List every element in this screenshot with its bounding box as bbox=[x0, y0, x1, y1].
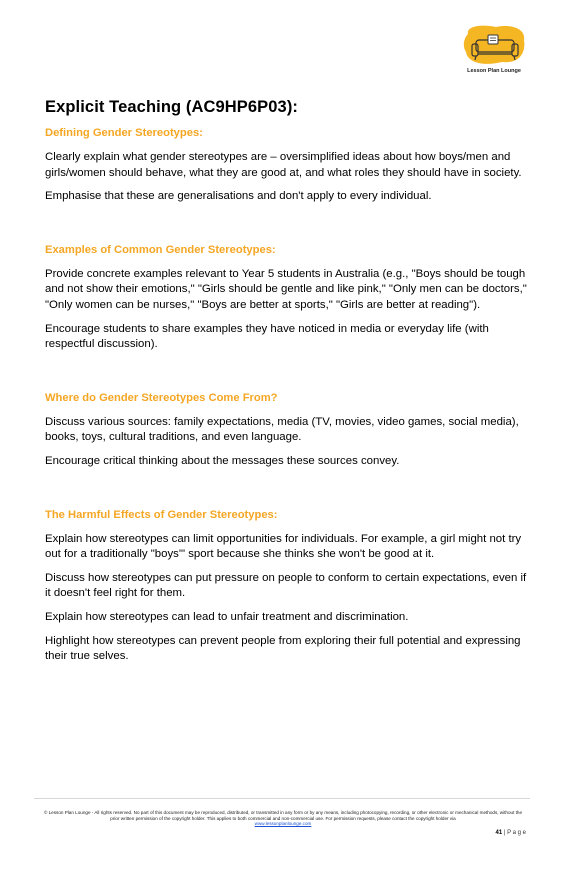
paragraph: Clearly explain what gender stereotypes are – oversimplified ideas about how boys/men and girls/women should behave, what they are good at, and what roles they should have in society. bbox=[45, 151, 522, 179]
footer-copyright bbox=[40, 810, 526, 827]
paragraph: Discuss how stereotypes can put pressure on people to conform to certain expectations, even if it doesn't feel right for them. bbox=[45, 571, 527, 600]
page-number-value: 41 bbox=[495, 830, 503, 836]
section-heading: Where do Gender Stereotypes Come From? bbox=[45, 391, 278, 404]
paragraph: Discuss various sources: family expectations, media (TV, movies, video games, social media), books, toys, cultural traditions, and even language. bbox=[45, 415, 519, 444]
paragraph: Explain how stereotypes can limit opportunities for individuals. For example, a girl might not try out for a traditionally "boys'" sport because she thinks she won't be good at it. bbox=[45, 532, 522, 561]
footer-divider bbox=[34, 798, 530, 799]
brand-logo bbox=[460, 24, 528, 76]
main-content bbox=[45, 127, 533, 673]
paragraph: Explain how stereotypes can lead to unfair treatment and discrimination. bbox=[45, 610, 409, 623]
paragraph: Provide concrete examples relevant to Year 5 students in Australia (e.g., "Boys should be tough and not show their emotions," "Girls should be gentle and like pink," "Only men can be doctors," "Only women can be nurses," "Boys are better at sports," "Girls are better at reading"). bbox=[45, 267, 527, 311]
section-sources bbox=[45, 392, 533, 470]
paragraph: Emphasise that these are generalisations and don't apply to every individual. bbox=[45, 190, 432, 203]
section-harmful-effects bbox=[45, 509, 533, 665]
section-heading: Examples of Common Gender Stereotypes: bbox=[45, 243, 276, 256]
page-label: | P a g e bbox=[503, 830, 526, 836]
footer-website-link[interactable]: www.lessonplanlounge.com bbox=[254, 821, 312, 827]
paragraph: Highlight how stereotypes can prevent people from exploring their full potential and expressing their true selves. bbox=[45, 634, 521, 663]
copyright-text: © Lesson Plan Lounge - All rights reserved. No part of this document may be reproduced, distributed, or transmitted in any form or by any means, including photocopying, recording, or other electronic or mechanical methods, without the prior written permission of the copyright holder. This applies to both commercial and non-commercial use. For permission requests, please contact the copyright holder via bbox=[43, 810, 523, 821]
paragraph: Encourage critical thinking about the messages these sources convey. bbox=[45, 454, 400, 467]
logo-label: Lesson Plan Lounge bbox=[467, 68, 521, 74]
page-title: Explicit Teaching (AC9HP6P03): bbox=[45, 98, 299, 116]
sofa-logo-icon bbox=[462, 24, 528, 68]
page-number bbox=[496, 830, 527, 836]
section-examples bbox=[45, 244, 533, 353]
paragraph: Encourage students to share examples they have noticed in media or everyday life (with respectful discussion). bbox=[45, 322, 489, 351]
section-defining bbox=[45, 127, 533, 205]
section-heading: Defining Gender Stereotypes: bbox=[45, 127, 203, 139]
section-heading: The Harmful Effects of Gender Stereotypes: bbox=[45, 508, 278, 521]
